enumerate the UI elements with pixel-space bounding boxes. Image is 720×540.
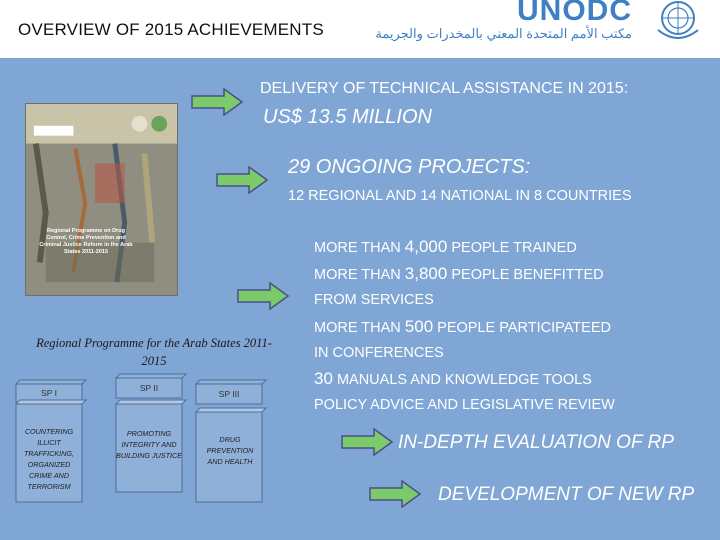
projects-detail: 12 REGIONAL AND 14 NATIONAL IN 8 COUNTRIES <box>288 188 632 204</box>
stats-line: MORE THAN 4,000 PEOPLE TRAINED <box>314 237 577 256</box>
logo-arabic-text: مكتب الأمم المتحدة المعني بالمخدرات والجريمة <box>375 26 632 41</box>
cover-title: Regional Programme on Drug Control, Crime Prevention and Criminal Justice Reform in the Arab States 2011-2015 <box>39 228 133 255</box>
cover-artwork <box>26 104 177 295</box>
pillar-label: SP II <box>139 383 159 393</box>
pillar-description: DRUG PREVENTION AND HEALTH <box>206 435 254 466</box>
report-cover-image <box>25 103 178 296</box>
pillar-label: SP III <box>218 389 240 399</box>
evaluation-item: IN-DEPTH EVALUATION OF RP <box>398 432 674 453</box>
projects-heading: 29 ONGOING PROJECTS: <box>288 156 531 178</box>
programme-title: Regional Programme for the Arab States 2011-2015 <box>36 336 272 368</box>
pillar-label: SP I <box>41 388 57 398</box>
delivery-amount: US$ 13.5 MILLION <box>263 106 432 128</box>
stats-list <box>314 234 615 418</box>
stats-line: IN CONFERENCES <box>314 344 444 361</box>
arrow-icon <box>340 428 394 456</box>
unodc-logo <box>375 0 712 50</box>
header <box>0 0 720 58</box>
arrow-icon <box>236 282 290 310</box>
slide-title: OVERVIEW OF 2015 ACHIEVEMENTS <box>18 20 324 39</box>
arrow-icon <box>215 166 269 194</box>
stats-line: MORE THAN 500 PEOPLE PARTICIPATEED <box>314 316 611 336</box>
programme-diagram <box>10 322 300 532</box>
stats-line: 30 MANUALS AND KNOWLEDGE TOOLS <box>314 369 592 389</box>
arrow-icon <box>368 480 422 508</box>
arrow-icon <box>190 88 244 116</box>
pillar-description: COUNTERING ILLICIT TRAFFICKING, ORGANIZED CRIME AND TERRORISM <box>24 427 74 491</box>
development-item: DEVELOPMENT OF NEW RP <box>438 484 695 505</box>
stats-line: POLICY ADVICE AND LEGISLATIVE REVIEW <box>314 397 615 414</box>
stats-line: MORE THAN 3,800 PEOPLE BENEFITTED <box>314 264 604 284</box>
delivery-heading: DELIVERY OF TECHNICAL ASSISTANCE IN 2015: <box>260 80 629 97</box>
logo-text: UNODC <box>517 0 632 27</box>
stats-line: FROM SERVICES <box>314 292 434 309</box>
un-emblem-icon <box>650 0 706 42</box>
pillar-description: PROMOTING INTEGRITY AND BUILDING JUSTICE <box>116 429 182 460</box>
